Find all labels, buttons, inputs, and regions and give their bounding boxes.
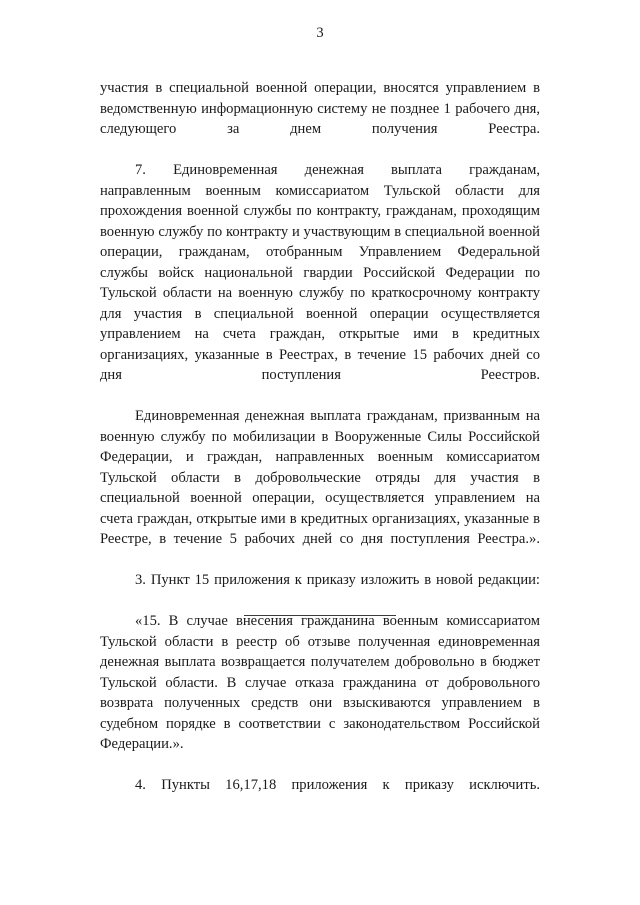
paragraph-item-3: 3. Пункт 15 приложения к приказу изложить в новой редакции: [135,572,540,588]
paragraph-item-4: 4. Пункты 16,17,18 приложения к приказу исключить. [135,777,540,793]
separator-rule-container [0,612,640,616]
paragraph-item-7: 7. Единовременная денежная выплата гражданам, направленным военным комиссариатом Тульской области для прохождения военной службы по контракту, гражданам, проходящим военную службу по контракту и участвующим в специальной военной операции, гражданам, отобранным Управлением Федеральной службы войск национальной гвардии Российской Федерации по Тульской области на военную службу по краткосрочному контракту для участия в специальной военной операции осуществляется управлением на счета граждан, открытые ими в кредитных организациях, указанные в Реестрах, в течение 15 рабочих дней со дня поступления Реестров. [100,162,540,383]
horizontal-separator-rule [244,615,396,616]
page-number: 3 [316,25,324,41]
document-body [100,78,540,816]
paragraph-mobilization: Единовременная денежная выплата гражданам, призванным на военную службу по мобилизации в Вооруженные Силы Российской Федерации, и граждан, направленных военным комиссариатом Тульской области в добровольческие отряды для участия в специальной военной операции, осуществляется управлением на счета граждан, открытые ими в кредитных организациях, указанные в Реестре, в течение 5 рабочих дней со дня поступления Реестра.». [100,408,540,547]
paragraph-continuation: участия в специальной военной операции, вносятся управлением в ведомственную информационную систему не позднее 1 рабочего дня, следующего за днем получения Реестра. [100,80,540,137]
paragraph-quoted-15: «15. В случае внесения гражданина военным комиссариатом Тульской области в реестр об отзыве полученная единовременная денежная выплата возвращается получателем добровольно в бюджет Тульской области. В случае отказа гражданина от добровольного возврата полученных средств они взыскиваются управлением в судебном порядке в соответствии с законодательством Российской Федерации.». [100,613,540,752]
